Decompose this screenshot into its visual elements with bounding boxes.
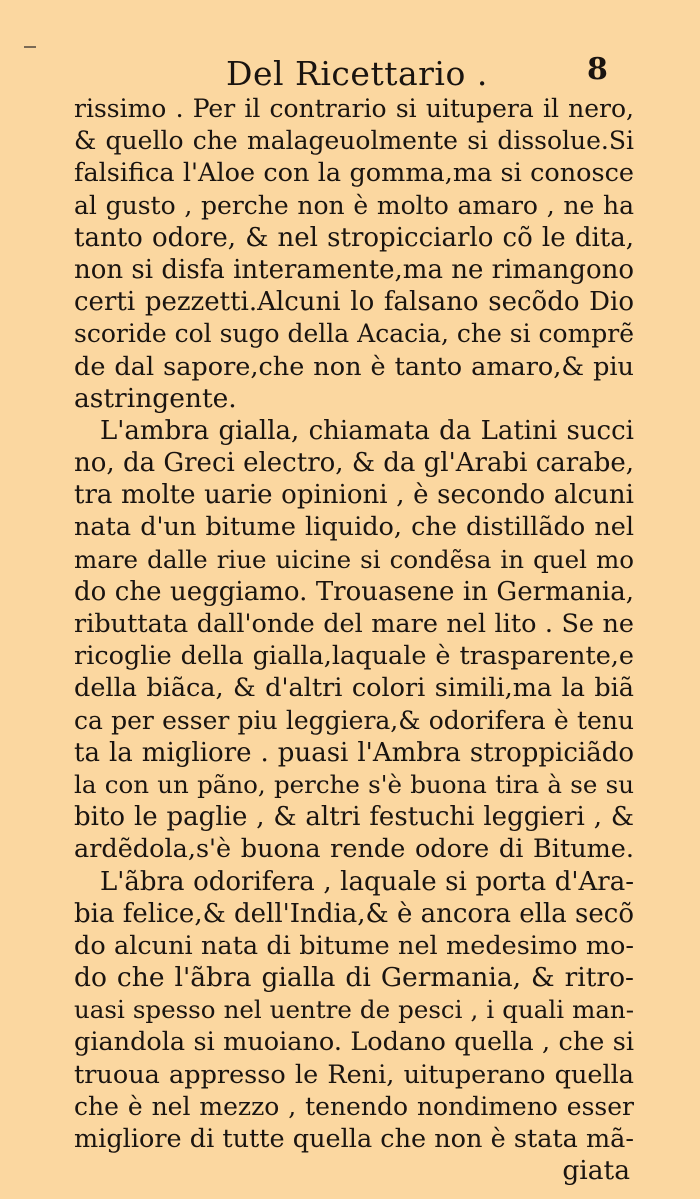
text-line: nata d'un bitume liquido, che distillãdo nel <box>74 512 634 543</box>
text-line: falsifica l'Aloe con la gomma,ma si conosce <box>74 158 634 189</box>
margin-mark <box>24 46 36 48</box>
text-line: scoride col sugo della Acacia, che si comprẽ <box>74 319 635 349</box>
text-line: do alcuni nata di bitume nel medesimo mo- <box>74 930 634 961</box>
text-line: uasi spesso nel uentre de pesci , i quali man- <box>74 995 634 1025</box>
text-line: do che l'ãbra gialla di Germania, & ritro- <box>74 962 634 994</box>
text-line: L'ãbra odorifera , laquale si porta d'Ara- <box>100 866 634 897</box>
text-line: & quello che malageuolmente si dissolue.Si <box>74 126 634 156</box>
text-line: della biãca, & d'altri colori simili,ma la biã <box>74 673 634 704</box>
text-line: L'ambra gialla, chiamata da Latini succi <box>100 415 634 446</box>
text-line: ricoglie della gialla,laquale è trasparente,e <box>74 641 634 672</box>
text-line: rissimo . Per il contrario si uitupera il nero, <box>74 94 634 123</box>
body-text <box>74 93 634 1187</box>
text-line: che è nel mezzo , tenendo nondimeno esser <box>74 1091 634 1121</box>
text-line: tanto odore, & nel stropicciarlo cõ le dita, <box>74 222 634 253</box>
text-line: al gusto , perche non è molto amaro , ne ha <box>74 190 634 220</box>
text-line: migliore di tutte quella che non è stata mã- <box>74 1124 634 1154</box>
text-line: tra molte uarie opinioni , è secondo alcuni <box>74 480 634 511</box>
text-line: certi pezzetti.Alcuni lo falsano secõdo Dio <box>74 287 634 318</box>
page-number: 8 <box>587 52 608 87</box>
text-line: astringente. <box>74 382 237 414</box>
text-line: giandola si muoiano. Lodano quella , che si <box>74 1027 634 1058</box>
text-line: bito le paglie , & altri festuchi leggieri , & <box>74 802 634 833</box>
text-line: non si disfa interamente,ma ne rimangono <box>74 254 634 285</box>
text-line: de dal sapore,che non è tanto amaro,& piu <box>74 351 634 382</box>
text-line: no, da Greci electro, & da gl'Arabi carabe, <box>74 448 634 479</box>
text-line: mare dalle riue uicine si condẽsa in quel mo <box>74 544 634 574</box>
running-head: Del Ricettario . <box>226 54 488 93</box>
text-line: ardẽdola,s'è buona rende odore di Bitume. <box>74 834 634 865</box>
text-line: bia felice,& dell'India,& è ancora ella secõ <box>74 898 634 929</box>
text-line: ributtata dall'onde del mare nel lito . Se ne <box>74 609 634 639</box>
text-line: truoua appresso le Reni, uituperano quella <box>74 1059 634 1090</box>
text-line: ta la migliore . puasi l'Ambra stroppiciãdo <box>74 737 634 768</box>
text-line: do che ueggiamo. Trouasene in Germania, <box>74 576 634 607</box>
text-line: ca per esser piu leggiera,& odorifera è tenu <box>74 705 634 735</box>
text-line: la con un pãno, perche s'è buona tira à se su <box>74 769 634 799</box>
catchword: giata <box>562 1155 630 1187</box>
